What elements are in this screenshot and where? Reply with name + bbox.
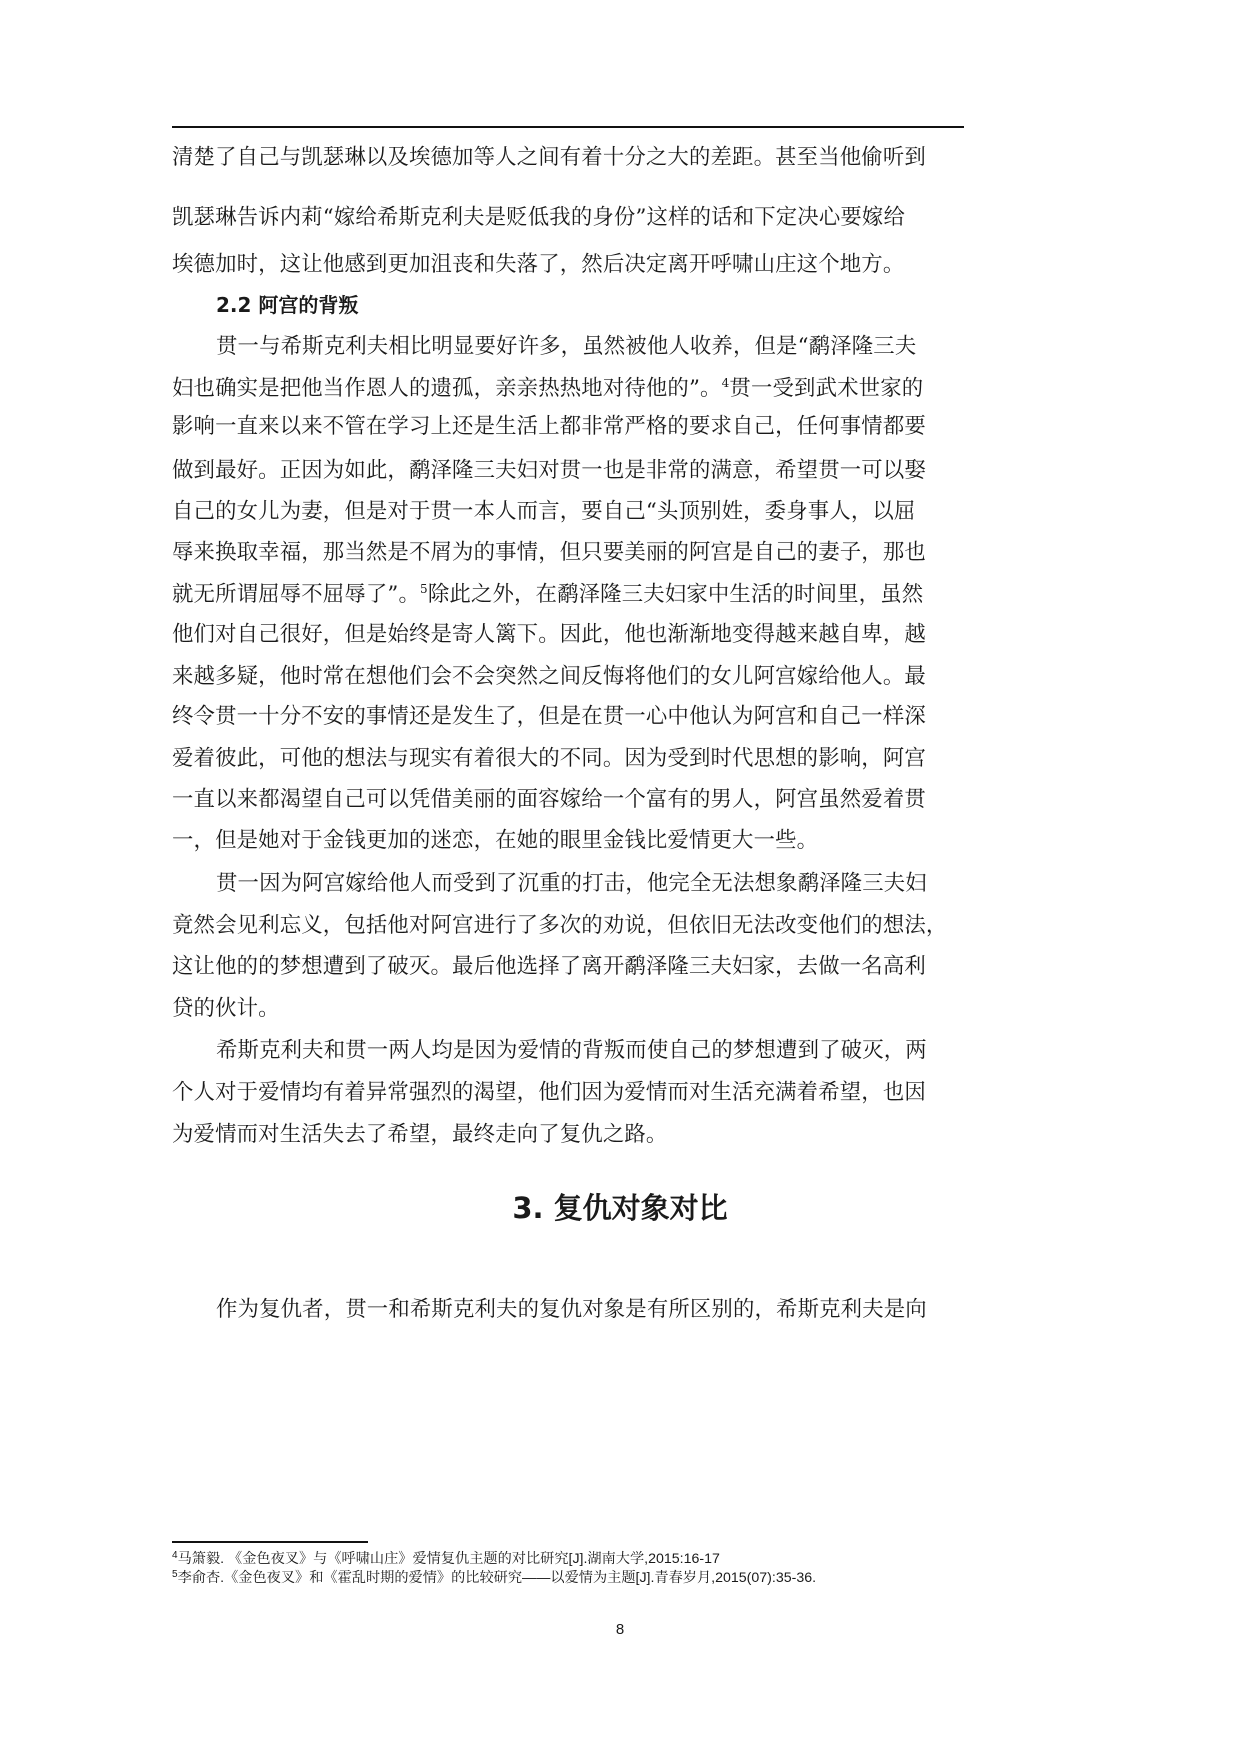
body-text: 贯一受到武术世家的 — [729, 376, 924, 401]
footnote-text: 李俞杏.《金色夜叉》和《霍乱时期的爱情》的比较研究——以爱情为主题[J].青春岁月,2015(07):35-36. — [177, 1570, 817, 1586]
body-line: 一直以来都渴望自己可以凭借美丽的面容嫁给一个富有的男人，阿宫虽然爱着贯 — [172, 787, 926, 812]
body-line: 清楚了自己与凯瑟琳以及埃德加等人之间有着十分之大的差距。甚至当他偷听到 — [172, 145, 926, 170]
body-line: 这让他的的梦想遭到了破灭。最后他选择了离开鹬泽隆三夫妇家，去做一名高利 — [172, 954, 926, 979]
body-line: 来越多疑，他时常在想他们会不会突然之间反悔将他们的女儿阿宫嫁给他人。最 — [172, 664, 926, 689]
body-line: 贯一因为阿宫嫁给他人而受到了沉重的打击，他完全无法想象鹬泽隆三夫妇 — [216, 871, 927, 896]
body-line: 作为复仇者，贯一和希斯克利夫的复仇对象是有所区别的，希斯克利夫是向 — [216, 1297, 927, 1322]
body-line: 贯一与希斯克利夫相比明显要好许多，虽然被他人收养，但是“鹬泽隆三夫 — [216, 334, 917, 359]
body-line: 终令贯一十分不安的事情还是发生了，但是在贯一心中他认为阿宫和自己一样深 — [172, 704, 926, 729]
body-line — [172, 580, 964, 610]
body-line: 他们对自己很好，但是始终是寄人篱下。因此，他也渐渐地变得越来越自卑，越 — [172, 622, 926, 647]
body-line: 做到最好。正因为如此，鹬泽隆三夫妇对贯一也是非常的满意，希望贯一可以娶 — [172, 458, 926, 483]
body-line: 爱着彼此，可他的想法与现实有着很大的不同。因为受到时代思想的影响，阿宫 — [172, 746, 926, 771]
body-text: 妇也确实是把他当作恩人的遗孤，亲亲热热地对待他的”。 — [172, 376, 722, 401]
body-line: 埃德加时，这让他感到更加沮丧和失落了，然后决定离开呼啸山庄这个地方。 — [172, 252, 905, 277]
footnote-ref-5[interactable]: 5 — [420, 582, 428, 596]
body-line: 竟然会见利忘义，包括他对阿宫进行了多次的劝说，但依旧无法改变他们的想法， — [172, 913, 948, 938]
body-line: 影响一直来以来不管在学习上还是生活上都非常严格的要求自己，任何事情都要 — [172, 414, 926, 439]
body-line — [172, 374, 964, 404]
body-line: 辱来换取幸福，那当然是不屑为的事情，但只要美丽的阿宫是自己的妻子，那也 — [172, 540, 926, 565]
header-rule — [172, 126, 964, 128]
footnote-5 — [172, 1569, 816, 1587]
body-line: 贷的伙计。 — [172, 996, 280, 1021]
footnote-text: 马箫毅. 《金色夜叉》与《呼啸山庄》爱情复仇主题的对比研究[J].湖南大学,2015:16-17 — [177, 1551, 720, 1567]
page-number: 8 — [615, 1621, 625, 1638]
body-line: 个人对于爱情均有着异常强烈的渴望，他们因为爱情而对生活充满着希望，也因 — [172, 1080, 926, 1105]
body-line: 一，但是她对于金钱更加的迷恋，在她的眼里金钱比爱情更大一些。 — [172, 828, 819, 853]
footnote-marker: 4 — [172, 1550, 178, 1561]
footnote-separator — [172, 1541, 368, 1543]
footnote-ref-4[interactable]: 4 — [721, 376, 730, 390]
section-heading: 3. 复仇对象对比 — [512, 1191, 728, 1225]
body-text: 除此之外，在鹬泽隆三夫妇家中生活的时间里，虽然 — [427, 582, 924, 607]
footnote-4 — [172, 1550, 720, 1568]
footnote-marker: 5 — [172, 1569, 178, 1580]
body-line: 自己的女儿为妻，但是对于贯一本人而言，要自己“头顶别姓，委身事人，以屈 — [172, 499, 916, 524]
body-line: 凯瑟琳告诉内莉“嫁给希斯克利夫是贬低我的身份”这样的话和下定决心要嫁给 — [172, 205, 906, 230]
body-text: 就无所谓屈辱不屈辱了”。 — [172, 582, 421, 607]
subsection-heading: 2.2 阿宫的背叛 — [216, 293, 359, 317]
body-line: 为爱情而对生活失去了希望，最终走向了复仇之路。 — [172, 1122, 668, 1147]
body-line: 希斯克利夫和贯一两人均是因为爱情的背叛而使自己的梦想遭到了破灭，两 — [216, 1038, 927, 1063]
